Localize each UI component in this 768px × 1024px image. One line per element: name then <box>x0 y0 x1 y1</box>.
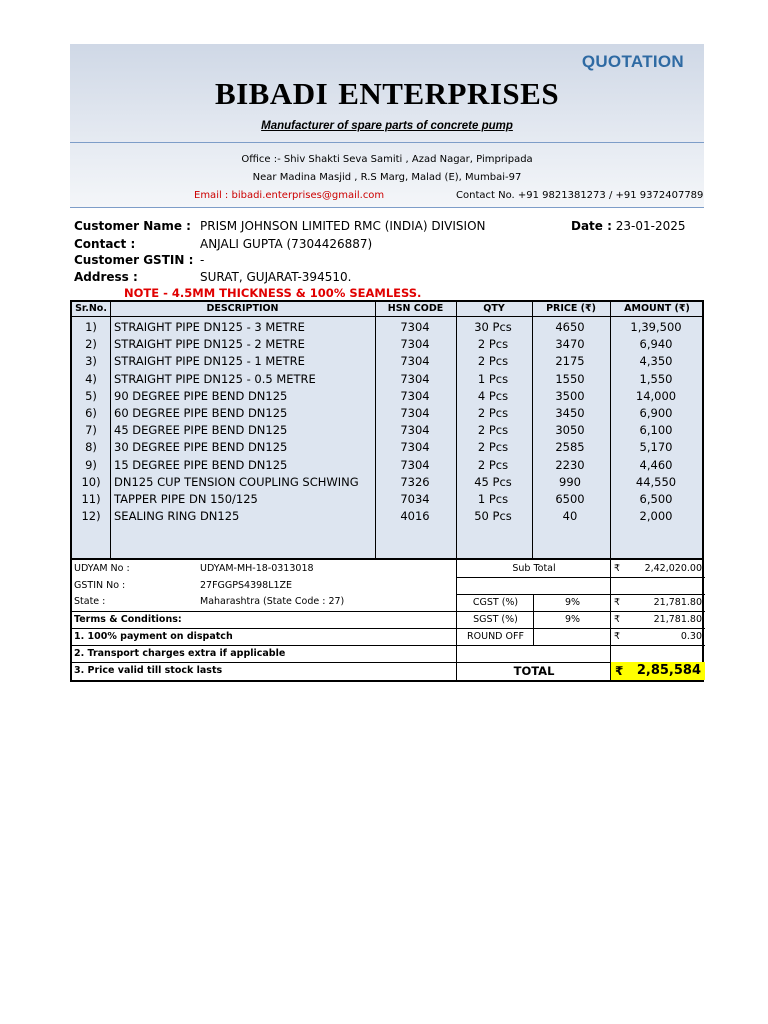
row-price: 40 <box>562 509 578 524</box>
row-description: 45 DEGREE PIPE BEND DN125 <box>114 423 288 438</box>
roundoff-row <box>457 628 705 646</box>
term-1: 1. 100% payment on dispatch <box>74 631 233 642</box>
cgst-row <box>457 594 705 612</box>
company-gstin: 27FGGPS4398L1ZE <box>200 580 293 591</box>
col-header-qty: QTY <box>483 303 505 314</box>
row-qty: 45 Pcs <box>474 474 512 489</box>
row-hsn-code: 7304 <box>400 354 430 369</box>
total-label: TOTAL <box>513 664 555 678</box>
row-price: 2585 <box>555 440 585 455</box>
sgst-row <box>457 611 705 629</box>
row-hsn-code: 7326 <box>400 474 430 489</box>
row-amount: 1,39,500 <box>630 320 682 334</box>
row-description: 60 DEGREE PIPE BEND DN125 <box>114 406 288 420</box>
row-hsn-code: 7304 <box>400 388 430 403</box>
rupee-symbol: ₹ <box>614 563 621 574</box>
row-qty: 2 Pcs <box>477 440 509 455</box>
row-description: 30 DEGREE PIPE BEND DN125 <box>114 440 288 455</box>
subtotal-row <box>457 560 705 578</box>
row-amount: 6,900 <box>639 406 673 420</box>
row-price: 990 <box>559 474 581 489</box>
row-sr-no: 1) <box>85 320 97 334</box>
sgst-percent: 9% <box>564 614 581 625</box>
table-row <box>72 336 702 353</box>
row-sr-no: 10) <box>81 474 101 489</box>
table-row <box>72 422 702 439</box>
office-address-line-1: Office :- Shiv Shakti Seva Samiti , Azad Nagar, Pimpripada <box>241 154 533 165</box>
row-amount: 6,940 <box>639 337 673 352</box>
table-row <box>72 508 702 525</box>
rupee-symbol: ₹ <box>614 614 621 625</box>
row-sr-no: 7) <box>85 423 97 438</box>
row-amount: 44,550 <box>635 474 677 489</box>
row-hsn-code: 7304 <box>400 440 430 455</box>
row-qty: 1 Pcs <box>477 492 509 506</box>
row-sr-no: 3) <box>85 354 97 369</box>
customer-gstin: - <box>200 253 205 267</box>
row-qty: 50 Pcs <box>474 509 512 524</box>
row-amount: 1,550 <box>639 371 673 386</box>
row-price: 2175 <box>555 354 585 369</box>
summary-block <box>70 560 704 682</box>
row-qty: 2 Pcs <box>477 406 509 420</box>
term-3: 3. Price valid till stock lasts <box>74 665 223 676</box>
state-label: State : <box>74 596 106 607</box>
row-description: STRAIGHT PIPE DN125 - 2 METRE <box>114 337 305 352</box>
sgst-label: SGST (%) <box>473 614 518 625</box>
customer-name-label: Customer Name : <box>74 219 191 233</box>
term-2: 2. Transport charges extra if applicable <box>74 648 286 659</box>
items-table <box>70 300 704 560</box>
gstin-label: GSTIN No : <box>74 580 126 591</box>
row-hsn-code: 7304 <box>400 406 430 420</box>
row-price: 1550 <box>555 371 585 386</box>
row-description: DN125 CUP TENSION COUPLING SCHWING <box>114 474 359 489</box>
col-header-price: PRICE (₹) <box>546 303 596 314</box>
table-row <box>72 491 702 508</box>
company-name <box>70 76 704 112</box>
thickness-note: NOTE - 4.5MM THICKNESS & 100% SEAMLESS. <box>124 286 422 300</box>
doc-type-label: QUOTATION <box>581 52 684 71</box>
row-amount: 6,500 <box>639 492 673 506</box>
row-qty: 4 Pcs <box>477 388 509 403</box>
row-price: 3050 <box>555 423 585 438</box>
row-qty: 2 Pcs <box>477 457 509 472</box>
customer-contact: ANJALI GUPTA (7304426887) <box>200 237 373 251</box>
office-address-line-2: Near Madina Masjid , R.S Marg, Malad (E), Mumbai-97 <box>252 172 522 183</box>
row-sr-no: 6) <box>85 406 97 420</box>
row-sr-no: 2) <box>85 337 97 352</box>
date-value: 23-01-2025 <box>615 219 686 233</box>
row-hsn-code: 7304 <box>400 371 430 386</box>
row-price: 3500 <box>555 388 585 403</box>
row-description: STRAIGHT PIPE DN125 - 1 METRE <box>114 354 305 369</box>
address-label: Address : <box>74 270 138 284</box>
company-name-second: ENTERPRISES <box>338 76 560 111</box>
row-hsn-code: 7304 <box>400 423 430 438</box>
row-sr-no: 8) <box>85 440 97 455</box>
cgst-percent: 9% <box>564 597 581 608</box>
total-row <box>457 662 705 680</box>
row-sr-no: 5) <box>85 388 97 403</box>
col-header-amount: AMOUNT (₹) <box>624 303 690 314</box>
row-sr-no: 12) <box>81 509 101 524</box>
row-amount: 5,170 <box>639 440 673 455</box>
row-amount: 4,350 <box>639 354 673 369</box>
cgst-value: 21,781.80 <box>653 597 702 608</box>
subtotal-label: Sub Total <box>512 563 556 574</box>
blank-row-2 <box>457 645 705 663</box>
row-hsn-code: 7304 <box>400 320 430 334</box>
row-sr-no: 4) <box>85 371 97 386</box>
row-description: 15 DEGREE PIPE BEND DN125 <box>114 457 288 472</box>
subtotal-value: 2,42,020.00 <box>644 563 702 574</box>
col-header-sr: Sr.No. <box>75 303 107 314</box>
row-price: 3470 <box>555 337 585 352</box>
company-contact: Contact No. +91 9821381273 / +91 9372407789 <box>456 190 704 201</box>
date-label: Date : <box>571 219 612 233</box>
row-hsn-code: 4016 <box>400 509 430 524</box>
table-row <box>72 353 702 370</box>
cgst-label: CGST (%) <box>472 597 519 608</box>
table-row <box>72 319 702 336</box>
row-description: TAPPER PIPE DN 150/125 <box>114 492 258 506</box>
row-amount: 14,000 <box>635 388 677 403</box>
row-description: 90 DEGREE PIPE BEND DN125 <box>114 388 288 403</box>
row-price: 4650 <box>555 320 585 334</box>
roundoff-label: ROUND OFF <box>467 631 524 642</box>
table-row <box>72 474 702 491</box>
roundoff-value: 0.30 <box>680 631 702 642</box>
row-description: STRAIGHT PIPE DN125 - 0.5 METRE <box>114 371 316 386</box>
customer-address: SURAT, GUJARAT-394510. <box>200 270 352 284</box>
company-state: Maharashtra (State Code : 27) <box>200 596 345 607</box>
contact-label: Contact : <box>74 237 136 251</box>
company-email: Email : bibadi.enterprises@gmail.com <box>194 190 385 201</box>
table-row <box>72 371 702 388</box>
row-amount: 2,000 <box>639 509 673 524</box>
customer-block <box>70 208 704 300</box>
row-sr-no: 9) <box>85 457 97 472</box>
customer-gstin-label: Customer GSTIN : <box>74 253 194 267</box>
row-hsn-code: 7304 <box>400 457 430 472</box>
letterhead <box>70 44 704 208</box>
company-name-first: BIBADI <box>214 76 329 111</box>
terms-title: Terms & Conditions: <box>74 614 182 625</box>
rupee-symbol: ₹ <box>614 597 621 608</box>
row-sr-no: 11) <box>81 492 101 506</box>
blank-row <box>457 577 705 595</box>
totals-grid <box>456 560 705 680</box>
row-price: 6500 <box>555 492 585 506</box>
table-row <box>72 457 702 474</box>
rupee-symbol: ₹ <box>614 631 621 642</box>
row-qty: 30 Pcs <box>474 320 512 334</box>
table-row <box>72 388 702 405</box>
row-amount: 6,100 <box>639 423 673 438</box>
sgst-value: 21,781.80 <box>653 614 702 625</box>
col-header-description: DESCRIPTION <box>206 303 279 314</box>
row-qty: 2 Pcs <box>477 337 509 352</box>
row-hsn-code: 7034 <box>400 492 430 506</box>
grand-total: 2,85,584 <box>636 663 701 678</box>
row-price: 3450 <box>555 406 585 420</box>
customer-name: PRISM JOHNSON LIMITED RMC (INDIA) DIVISION <box>200 219 486 233</box>
row-qty: 2 Pcs <box>477 423 509 438</box>
row-hsn-code: 7304 <box>400 337 430 352</box>
quotation-sheet <box>70 44 704 682</box>
row-description: STRAIGHT PIPE DN125 - 3 METRE <box>114 320 305 334</box>
row-price: 2230 <box>555 457 585 472</box>
company-tagline: Manufacturer of spare parts of concrete pump <box>261 120 513 132</box>
row-qty: 1 Pcs <box>477 371 509 386</box>
udyam-label: UDYAM No : <box>74 563 130 574</box>
total-cell <box>610 662 705 680</box>
rupee-symbol: ₹ <box>615 664 624 678</box>
table-row <box>72 439 702 456</box>
row-description: SEALING RING DN125 <box>114 509 240 524</box>
quote-date <box>571 219 686 233</box>
header-divider <box>70 142 704 143</box>
col-header-hsn: HSN CODE <box>387 303 444 314</box>
table-row <box>72 405 702 422</box>
row-qty: 2 Pcs <box>477 354 509 369</box>
row-amount: 4,460 <box>639 457 673 472</box>
udyam-number: UDYAM-MH-18-0313018 <box>200 563 314 574</box>
